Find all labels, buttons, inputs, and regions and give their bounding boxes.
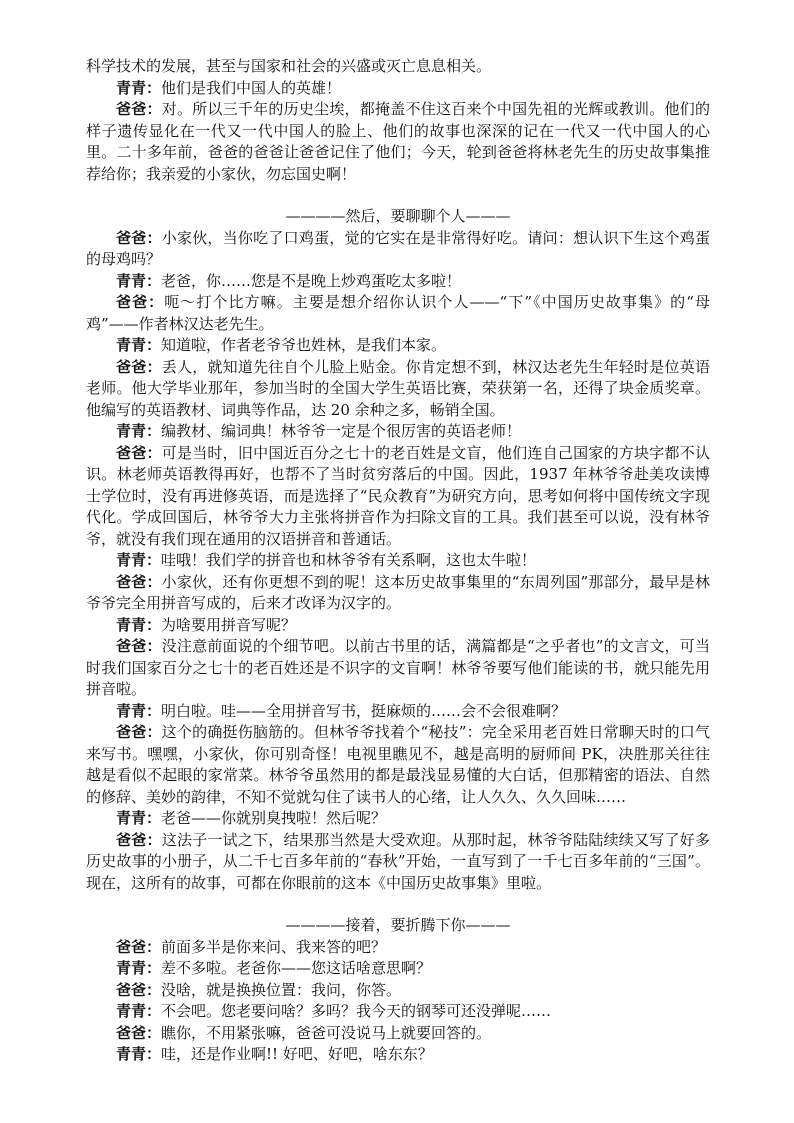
- speaker-label: 爸爸：: [116, 228, 162, 247]
- speaker-label: 青青：: [116, 271, 162, 290]
- dialogue-line: [86, 228, 710, 271]
- speaker-label: 爸爸：: [116, 293, 165, 311]
- dialogue-line: [86, 615, 710, 637]
- speaker-label: 爸爸：: [116, 937, 162, 956]
- dialogue-line: [86, 937, 710, 959]
- speaker-label: 青青：: [116, 422, 162, 440]
- document-body: [86, 56, 710, 1066]
- speaker-label: 青青：: [116, 78, 162, 97]
- dialogue-line: [86, 1023, 710, 1045]
- dialogue-line: [86, 830, 710, 895]
- dialogue-line: [86, 808, 710, 830]
- dialogue-text: 他们是我们中国人的英雄！: [161, 78, 342, 97]
- speaker-label: 青青：: [116, 1045, 162, 1063]
- dialogue-text: 丢人，就知道先往自个儿脸上贴金。你肯定想不到，林汉达老先生年轻时是位英语老师。他大学毕业那年，参加当时的全国大学生英语比赛，荣获第一名，还得了块金质奖章。他编写的英语教材、词典等作品，达 20 余种之多，畅销全国。: [86, 357, 710, 419]
- speaker-label: 青青：: [116, 959, 162, 977]
- speaker-label: 爸爸：: [116, 637, 162, 655]
- speaker-label: 青青：: [116, 809, 162, 827]
- dialogue-text: 哇哦！我们学的拼音也和林爷爷有关系啊，这也太牛啦！: [161, 551, 537, 569]
- speaker-label: 爸爸：: [116, 100, 162, 118]
- dialogue-text: 明白啦。哇——全用拼音写书，挺麻烦的……会不会很难啊？: [161, 701, 567, 720]
- dialogue-text: 编教材、编词典！林爷爷一定是个很厉害的英语老师！: [161, 422, 522, 440]
- dialogue-line: [86, 271, 710, 293]
- dialogue-text: 小家伙，当你吃了口鸡蛋，觉的它实在是非常得好吃。请问：想认识下生这个鸡蛋的母鸡吗？: [86, 228, 710, 268]
- dialogue-line: [86, 958, 710, 980]
- dialogue-line: [86, 292, 710, 335]
- dialogue-text: 知道啦，作者老爷爷也姓林，是我们本家。: [161, 336, 447, 354]
- dialogue-line: [86, 980, 710, 1002]
- dialogue-line: [86, 421, 710, 443]
- paragraph: 科学技术的发展，甚至与国家和社会的兴盛或灭亡息息相关。: [86, 57, 492, 75]
- dialogue-text: 为啥要用拼音写呢？: [161, 615, 297, 634]
- dialogue-line: [86, 443, 710, 551]
- dialogue-text: 这法子一试之下，结果那当然是大受欢迎。从那时起，林爷爷陆陆续续又写了好多历史故事的小册子，从二千七百多年前的“春秋”开始，一直写到了一千七百多年前的“三国”。现在，这所有的故事，可都在你眼前的这本《中国历史故事集》里啦。: [86, 830, 710, 892]
- dialogue-line: [86, 722, 710, 808]
- dialogue-line: [86, 550, 710, 572]
- dialogue-text: 对。所以三千年的历史尘埃，都掩盖不住这百来个中国先祖的光辉或教训。他们的样子遗传显化在一代又一代中国人的脸上、他们的故事也深深的记在一代又一代中国人的心里。二十多年前，爸爸的爸爸让爸爸记住了他们；今天，轮到爸爸将林老先生的历史故事集推荐给你；我亲爱的小家伙，勿忘国史啊！: [86, 100, 710, 183]
- dialogue-text: 呃～打个比方嘛。主要是想介绍你认识个人——“下”《中国历史故事集》的“母鸡”——作者林汉达老先生。: [86, 293, 710, 333]
- dialogue-line: [86, 572, 710, 615]
- speaker-label: 爸爸：: [116, 443, 162, 462]
- section-heading: ————接着，要折腾下你———: [285, 916, 511, 934]
- speaker-label: 青青：: [116, 1002, 162, 1020]
- dialogue-line: [86, 78, 710, 100]
- speaker-label: 爸爸：: [116, 1023, 162, 1042]
- speaker-label: 爸爸：: [116, 980, 162, 999]
- dialogue-line: [86, 1001, 710, 1023]
- speaker-label: 爸爸：: [116, 723, 162, 741]
- dialogue-line: [86, 636, 710, 701]
- speaker-label: 青青：: [116, 336, 162, 354]
- dialogue-text: 瞧你，不用紧张嘛，爸爸可没说马上就要回答的。: [161, 1023, 492, 1042]
- dialogue-line: [86, 357, 710, 422]
- speaker-label: 爸爸：: [116, 830, 162, 849]
- dialogue-text: 不会吧。您老要问啥？多吗？我今天的钢琴可还没弹呢……: [161, 1002, 552, 1020]
- speaker-label: 青青：: [116, 701, 162, 720]
- dialogue-text: 前面多半是你来问、我来答的吧？: [161, 937, 387, 956]
- dialogue-line: [86, 1044, 710, 1066]
- dialogue-line: [86, 99, 710, 185]
- dialogue-text: 小家伙，还有你更想不到的呢！这本历史故事集里的“东周列国”那部分，最早是林爷爷完全用拼音写成的，后来才改译为汉字的。: [86, 572, 710, 612]
- speaker-label: 爸爸：: [116, 357, 162, 376]
- section-heading: ————然后，要聊聊个人———: [285, 207, 511, 225]
- dialogue-line: [86, 335, 710, 357]
- dialogue-text: 这个的确挺伤脑筋的。但林爷爷找着个“秘技”：完全采用老百姓日常聊天时的口气来写书。嘿嘿，小家伙，你可别奇怪！电视里瞧见不，越是高明的厨师间 PK，决胜那关往往越是看似不起眼的家常菜。林爷爷虽然用的都是最浅显易懂的大白话，但那精密的语法、自然的修辞、美妙的韵律，不知不觉就勾住了读书人的心绪，让人久久、久久回味……: [86, 723, 710, 806]
- dialogue-text: 老爸，你……您是不是晚上炒鸡蛋吃太多啦！: [161, 271, 462, 290]
- dialogue-text: 没注意前面说的个细节吧。以前古书里的话，满篇都是“之乎者也”的文言文，可当时我们国家百分之七十的老百姓还是不识字的文盲啊！林爷爷要写他们能读的书，就只能先用拼音啦。: [86, 637, 710, 698]
- dialogue-text: 差不多啦。老爸你——您这话啥意思啊？: [161, 959, 432, 977]
- dialogue-text: 老爸——你就别臭拽啦！然后呢？: [161, 809, 387, 827]
- speaker-label: 爸爸：: [116, 572, 162, 591]
- dialogue-line: [86, 701, 710, 723]
- speaker-label: 青青：: [116, 615, 162, 634]
- dialogue-text: 哇，还是作业啊!! 好吧、好吧，啥东东？: [161, 1045, 433, 1063]
- speaker-label: 青青：: [116, 551, 162, 569]
- dialogue-text: 没啥，就是换换位置：我问，你答。: [161, 980, 402, 999]
- dialogue-text: 可是当时，旧中国近百分之七十的老百姓是文盲，他们连自己国家的方块字都不认识。林老师英语教得再好，也帮不了当时贫穷落后的中国。因此，1937 年林爷爷赴美攻读博士学位时，没有再进修英语，而是选择了“民众教育”为研究方向，思考如何将中国传统文字现代化。学成回国后，林爷爷大力主张将拼音作为扫除文盲的工具。我们甚至可以说，没有林爷爷，就没有我们现在通用的汉语拼音和普通话。: [86, 443, 710, 548]
